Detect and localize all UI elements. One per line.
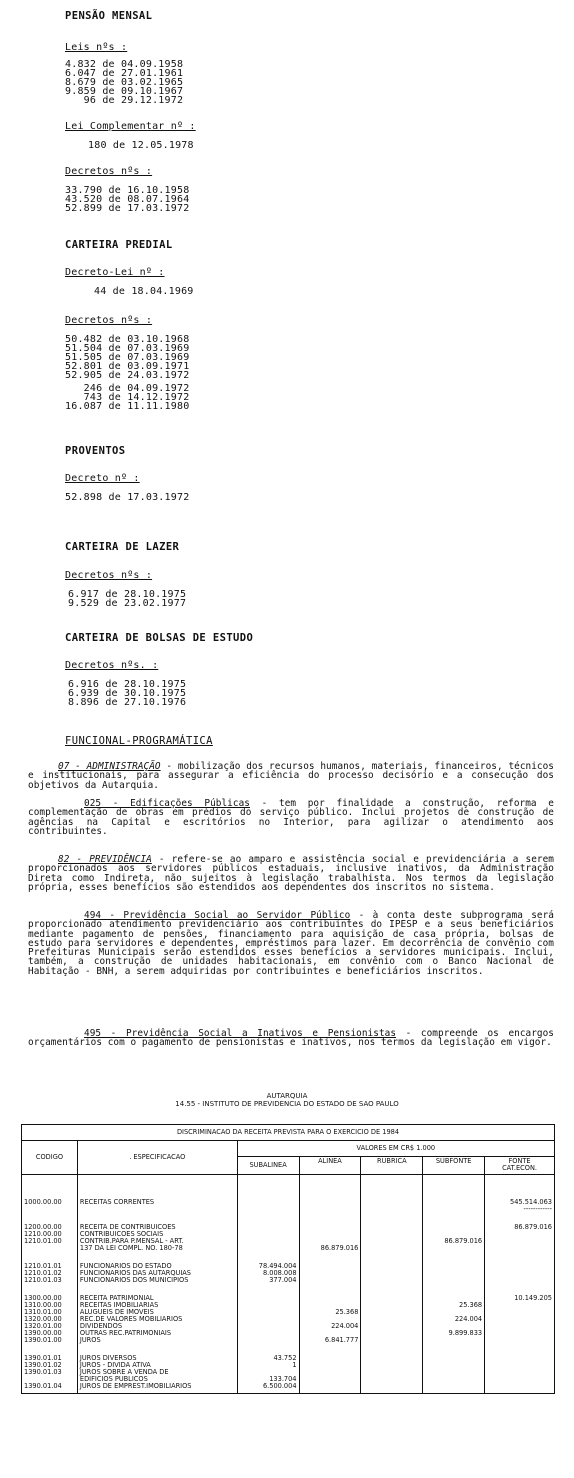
cell-fonte: 10.149.205: [485, 1285, 555, 1345]
section-title-bolsas: CARTEIRA DE BOLSAS DE ESTUDO: [65, 632, 254, 644]
cell-alinea: [299, 1253, 361, 1285]
cell-empty: [485, 1391, 555, 1394]
section-title-predial: CARTEIRA PREDIAL: [65, 239, 173, 251]
paragraph-administracao: [28, 762, 554, 790]
lei-complementar-label: Lei Complementar nº :: [65, 121, 196, 132]
cell-subalinea: [237, 1285, 299, 1345]
cell-empty: [22, 1391, 78, 1394]
table-row: [22, 1214, 555, 1253]
cell-especificacao: RECEITA PATRIMONIAL RECEITAS IMOBILIARIAS ALUGUEIS DE IMOVEIS REC.DE VALORES MOBILIARIOS DIVIDENDOS OUTRAS REC.PATRIMONIAIS JUROS: [77, 1285, 237, 1345]
paragraph-head: 494 - Previdência Social ao Servidor Público: [84, 910, 351, 921]
paragraph-head: 07 - ADMINISTRAÇÃO: [58, 761, 161, 772]
decretos-label-lazer: Decretos nºs :: [65, 570, 153, 581]
decreto-value-proventos: 52.898 de 17.03.1972: [65, 492, 190, 503]
table-row: [22, 1175, 555, 1215]
cell-rubrica: [361, 1175, 423, 1215]
table-row: [22, 1253, 555, 1285]
cell-codigo: 1000.00.00: [22, 1175, 78, 1215]
cell-fonte: [485, 1345, 555, 1391]
header-codigo: CODIGO: [22, 1141, 78, 1175]
revenue-table: [21, 1124, 555, 1394]
cell-empty: [237, 1391, 299, 1394]
decretos-label-bolsas: Decretos nºs. :: [65, 660, 159, 671]
paragraph-edificacoes: [28, 799, 554, 836]
cell-alinea: [299, 1175, 361, 1215]
cell-empty: [77, 1391, 237, 1394]
header-valores: VALORES EM CR$ 1.000: [237, 1141, 554, 1157]
header-rubrica: RUBRICA: [361, 1157, 423, 1175]
lei-complementar-value: 180 de 12.05.1978: [88, 140, 194, 151]
cell-subalinea: [237, 1214, 299, 1253]
paragraph-inativos: [28, 1029, 554, 1048]
cell-fonte: [485, 1253, 555, 1285]
cell-fonte: 86.879.016: [485, 1214, 555, 1253]
decreto-lei-value: 44 de 18.04.1969: [94, 286, 194, 297]
cell-codigo: 1390.01.01 1390.01.02 1390.01.03 1390.01.04: [22, 1345, 78, 1391]
leis-list: 4.832 de 04.09.1958 6.047 de 27.01.1961 8.679 de 03.02.1965 9.859 de 09.10.1967 96 de 29.12.1972: [65, 59, 184, 106]
header-fonte: FONTE CAT.ECON.: [485, 1157, 555, 1175]
decretos-list-bolsas: 6.916 de 28.10.1975 6.939 de 30.10.1975 8.896 de 27.10.1976: [68, 679, 187, 708]
cell-fonte: 545.514.063 ------------: [485, 1175, 555, 1215]
cell-subfonte: [423, 1175, 485, 1215]
decretos-list-predial-b: 246 de 04.09.1972 743 de 14.12.1972 16.087 de 11.11.1980: [65, 383, 190, 412]
funcional-title: FUNCIONAL-PROGRAMÁTICA: [65, 735, 213, 747]
decretos-label-pensao: Decretos nºs :: [65, 166, 153, 177]
decreto-lei-label: Decreto-Lei nº :: [65, 267, 165, 278]
cell-alinea: 25.368 224.004 6.841.777: [299, 1285, 361, 1345]
cell-subfonte: [423, 1345, 485, 1391]
cell-rubrica: [361, 1285, 423, 1345]
cell-empty: [299, 1391, 361, 1394]
decreto-label-proventos: Decreto nº :: [65, 473, 140, 484]
decretos-list-lazer: 6.917 de 28.10.1975 9.529 de 23.02.1977: [68, 589, 187, 609]
cell-subalinea: 78.494.004 8.008.008 377.004: [237, 1253, 299, 1285]
header-alinea: ALINEA: [299, 1157, 361, 1175]
cell-alinea: [299, 1345, 361, 1391]
cell-codigo: 1200.00.00 1210.00.00 1210.01.00: [22, 1214, 78, 1253]
cell-empty: [423, 1391, 485, 1394]
decretos-list-pensao: 33.790 de 16.10.1958 43.520 de 08.07.1964 52.899 de 17.03.1972: [65, 185, 190, 214]
cell-codigo: 1300.00.00 1310.00.00 1310.01.00 1320.00.00 1320.01.00 1390.00.00 1390.01.00: [22, 1285, 78, 1345]
cell-especificacao: RECEITAS CORRENTES: [77, 1175, 237, 1215]
table-row: [22, 1345, 555, 1391]
header-subalinea: SUBALINEA: [237, 1157, 299, 1175]
section-title-lazer: CARTEIRA DE LAZER: [65, 541, 180, 553]
paragraph-text: - tem por finalidade a construção, reforma e complementação de obras em prédios do serviço público. Inclui projetos de construção de agências na Capital e escritórios no Interior, para agilizar o atendimento aos contribuintes.: [28, 798, 554, 837]
cell-subalinea: 43.752 1 133.704 6.500.004: [237, 1345, 299, 1391]
cell-alinea: 86.879.016: [299, 1214, 361, 1253]
cell-subfonte: 86.879.016: [423, 1214, 485, 1253]
cell-rubrica: [361, 1214, 423, 1253]
table-bottom: [22, 1391, 555, 1394]
leis-label: Leis nºs :: [65, 42, 128, 53]
table-row: [22, 1285, 555, 1345]
paragraph-head: 82 - PREVIDÊNCIA: [58, 854, 152, 865]
cell-especificacao: FUNCIONARIOS DO ESTADO FUNCIONARIOS DAS AUTARQUIAS FUNCIONARIOS DOS MUNICIPIOS: [77, 1253, 237, 1285]
paragraph-text: - refere-se ao amparo e assistência social e previdenciária a serem proporcionados aos servidores públicos estaduais, inclusive inativos, da Administração Direta como Indireta, não sujeitos à legislação trabalhista. Nos termos da legislação própria, esses benefícios são estendidos aos dependentes dos inscritos no sistema.: [28, 854, 554, 893]
cell-rubrica: [361, 1253, 423, 1285]
table-caption-instituto: 14.55 - INSTITUTO DE PREVIDENCIA DO ESTADO DE SAO PAULO: [175, 1100, 399, 1108]
cell-subfonte: [423, 1253, 485, 1285]
cell-subalinea: [237, 1175, 299, 1215]
paragraph-text: - compreende os encargos orçamentários com o pagamento de pensionistas e inativos, nos termos da legislação em vigor.: [28, 1028, 554, 1049]
decretos-label-predial: Decretos nºs :: [65, 315, 153, 326]
paragraph-text: - à conta deste subprograma será proporcionado atendimento previdenciário aos contribuintes do IPESP e a seus beneficiários mediante pagamento de pensões, financiamento para aquisição de casa própria, bolsas de estudo para servidores e dependentes, empréstimos para lazer. Em decorrência de convênio com Prefeituras Municipais serão estendidos esses benefícios a servidores municipais. Inclui, também, a construção de unidades habitacionais, em convênio com o Banco Nacional de Habitação - BNH, a serem adquiridas por contribuintes e beneficiários inscritos.: [28, 910, 554, 977]
paragraph-head: 025 - Edificações Públicas: [84, 798, 250, 809]
cell-especificacao: JUROS DIVERSOS JUROS - DIVIDA ATIVA JUROS SOBRE A VENDA DE EDIFICIOS PUBLICOS JUROS DE EMPREST.IMOBILIARIOS: [77, 1345, 237, 1391]
header-subfonte: SUBFONTE: [423, 1157, 485, 1175]
section-title-pensao: PENSÃO MENSAL: [65, 10, 153, 22]
cell-especificacao: RECEITA DE CONTRIBUICOES CONTRIBUICOES SOCIAIS CONTRIB.PARA P.MENSAL - ART. 137 DA LEI COMPL. NO. 180-78: [77, 1214, 237, 1253]
section-title-proventos: PROVENTOS: [65, 445, 126, 457]
table-banner: DISCRIMINACAO DA RECEITA PREVISTA PARA O EXERCICIO DE 1984: [22, 1125, 555, 1141]
table-caption-autarquia: AUTARQUIA: [266, 1092, 308, 1100]
header-especificacao: . ESPECIFICACAO: [77, 1141, 237, 1175]
cell-rubrica: [361, 1345, 423, 1391]
paragraph-head: 495 - Previdência Social a Inativos e Pensionistas: [84, 1028, 397, 1039]
paragraph-previdencia-servidor: [28, 911, 554, 976]
paragraph-text: - mobilização dos recursos humanos, materiais, financeiros, técnicos e institucionais, para assegurar a eficiência do processo decisório e a consecução dos objetivos da Autarquia.: [28, 761, 555, 791]
cell-subfonte: 25.368 224.004 9.899.833: [423, 1285, 485, 1345]
decretos-list-predial-a: 50.482 de 03.10.1968 51.504 de 07.03.1969 51.505 de 07.03.1969 52.801 de 03.09.1971 52.905 de 24.03.1972: [65, 334, 190, 381]
paragraph-previdencia: [28, 855, 554, 892]
cell-empty: [361, 1391, 423, 1394]
cell-codigo: 1210.01.01 1210.01.02 1210.01.03: [22, 1253, 78, 1285]
